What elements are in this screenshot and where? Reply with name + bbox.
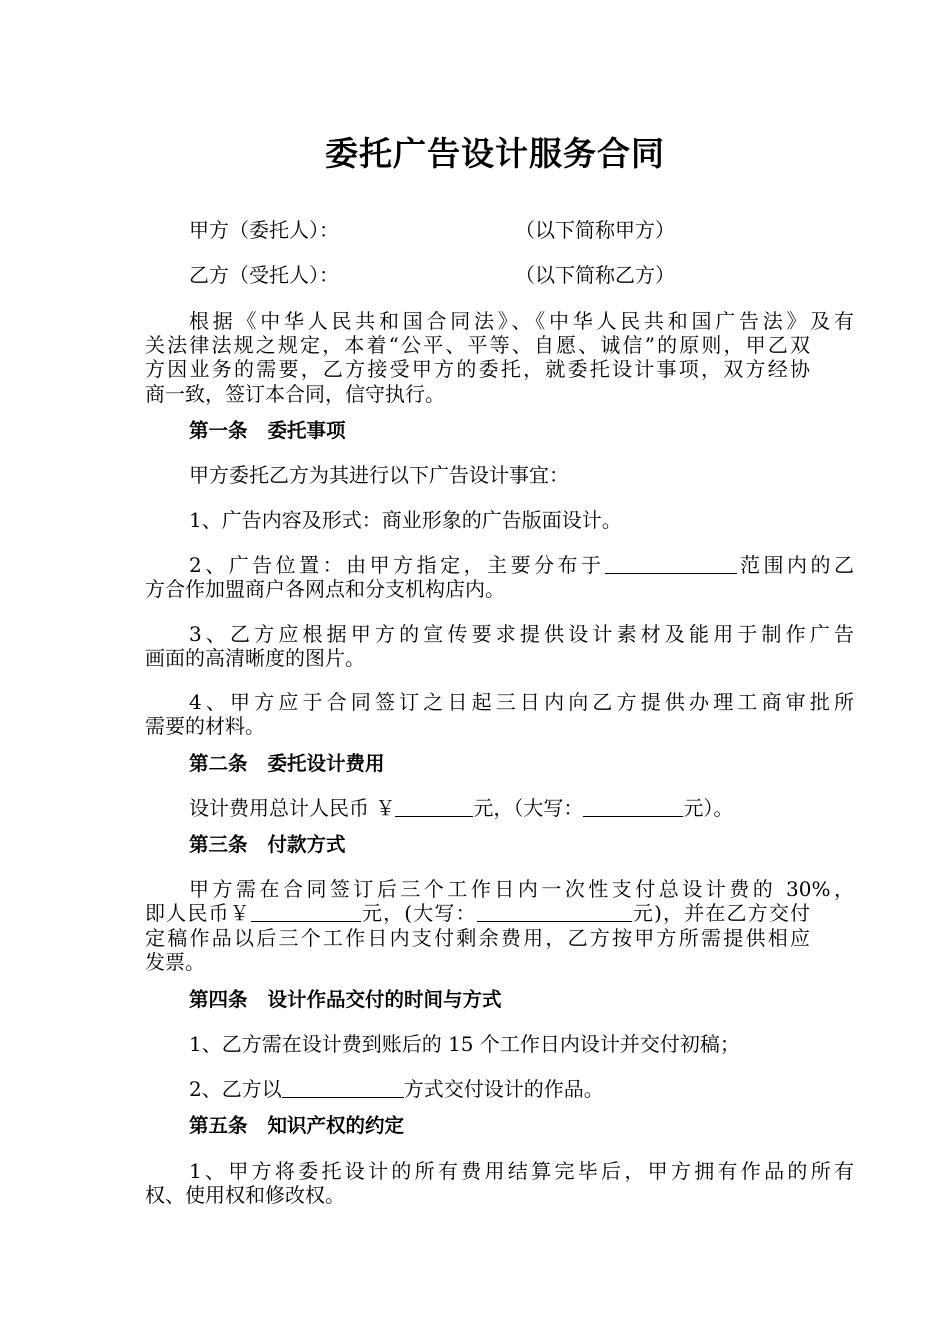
article-1-item-4-cont: 需要的材料。	[145, 714, 265, 738]
article-title: 委托设计费用	[267, 752, 385, 775]
article-3-line: 发票。	[145, 950, 205, 974]
article-num: 第一条	[189, 419, 248, 442]
article-4-item-1: 1、乙方需在设计费到账后的 15 个工作日内设计并交付初稿；	[189, 1032, 740, 1056]
article-num: 第五条	[189, 1114, 248, 1137]
item-text: 方式交付设计的作品。	[403, 1077, 604, 1101]
article-title: 知识产权的约定	[267, 1114, 405, 1137]
article-num: 第三条	[189, 833, 248, 856]
party-b-note: （以下简称乙方）	[515, 263, 675, 287]
preamble-line: 方因业务的需要，乙方接受甲方的委托，就委托设计事项，双方经协	[145, 357, 810, 381]
fill-in-blank[interactable]	[477, 901, 632, 922]
item-text: 2、广告位置：由甲方指定，主要分布于	[189, 553, 605, 577]
party-b-label: 乙方（受托人）：	[189, 263, 339, 287]
item-text: 2、乙方以	[189, 1077, 282, 1101]
fee-text: 元，（大写：	[473, 796, 584, 820]
article-2-heading	[145, 752, 854, 777]
article-1-item-3: 3、乙方应根据甲方的宣传要求提供设计素材及能用于制作广告	[189, 622, 854, 646]
party-a-note: （以下简称甲方）	[515, 218, 675, 242]
payment-text: 元)，并在乙方交付	[631, 901, 810, 925]
fill-in-blank[interactable]	[251, 901, 361, 922]
article-5-item-1-cont: 权、使用权和修改权。	[145, 1183, 345, 1207]
fill-in-blank[interactable]	[395, 796, 473, 817]
fee-text: 设计费用总计人民币 ￥	[189, 796, 396, 820]
payment-text: 元，(大写：	[360, 901, 477, 925]
preamble-line: 关法律法规之规定，本着“公平、平等、自愿、诚信”的原则，甲乙双	[145, 333, 810, 357]
article-1-item-2	[145, 553, 854, 578]
preamble-line: 商一致，签订本合同，信守执行。	[145, 382, 445, 406]
article-4-item-2	[145, 1077, 854, 1102]
article-4-heading	[145, 988, 854, 1013]
article-3-heading	[145, 833, 854, 858]
article-3-line: 甲方需在合同签订后三个工作日内一次性支付总设计费的 30%，	[189, 877, 854, 901]
party-a-label: 甲方（委托人）：	[189, 218, 339, 242]
article-title: 付款方式	[267, 833, 346, 856]
fill-in-blank[interactable]	[605, 553, 737, 574]
fee-text: 元）。	[683, 796, 734, 820]
party-a-line	[145, 218, 854, 243]
article-num: 第四条	[189, 988, 248, 1011]
fill-in-blank[interactable]	[583, 796, 683, 817]
page-title: 委托广告设计服务合同	[325, 134, 665, 173]
article-3-line: 定稿作品以后三个工作日内支付剩余费用，乙方按甲方所需提供相应	[145, 926, 810, 950]
article-title: 委托事项	[267, 419, 346, 442]
fill-in-blank[interactable]	[282, 1077, 404, 1098]
article-1-intro: 甲方委托乙方为其进行以下广告设计事宜：	[189, 463, 569, 487]
item-text: 范围内的乙	[736, 553, 854, 577]
article-3-line	[145, 901, 810, 926]
party-b-line	[145, 263, 854, 288]
article-title: 设计作品交付的时间与方式	[267, 988, 502, 1011]
article-1-item-3-cont: 画面的高清晰度的图片。	[145, 646, 365, 670]
payment-text: 即人民币￥	[145, 901, 251, 925]
article-5-heading	[145, 1114, 854, 1139]
article-num: 第二条	[189, 752, 248, 775]
article-5-item-1: 1、甲方将委托设计的所有费用结算完毕后，甲方拥有作品的所有	[189, 1159, 854, 1183]
article-1-item-2-cont: 方合作加盟商户各网点和分支机构店内。	[145, 577, 505, 601]
article-1-item-4: 4、甲方应于合同签订之日起三日内向乙方提供办理工商审批所	[189, 690, 854, 714]
article-1-item-1: 1、广告内容及形式：商业形象的广告版面设计。	[189, 508, 622, 532]
article-2-fee-line	[145, 796, 854, 821]
article-1-heading	[145, 419, 854, 444]
preamble-line: 根据《中华人民共和国合同法》、《中华人民共和国广告法》及有	[189, 309, 854, 333]
